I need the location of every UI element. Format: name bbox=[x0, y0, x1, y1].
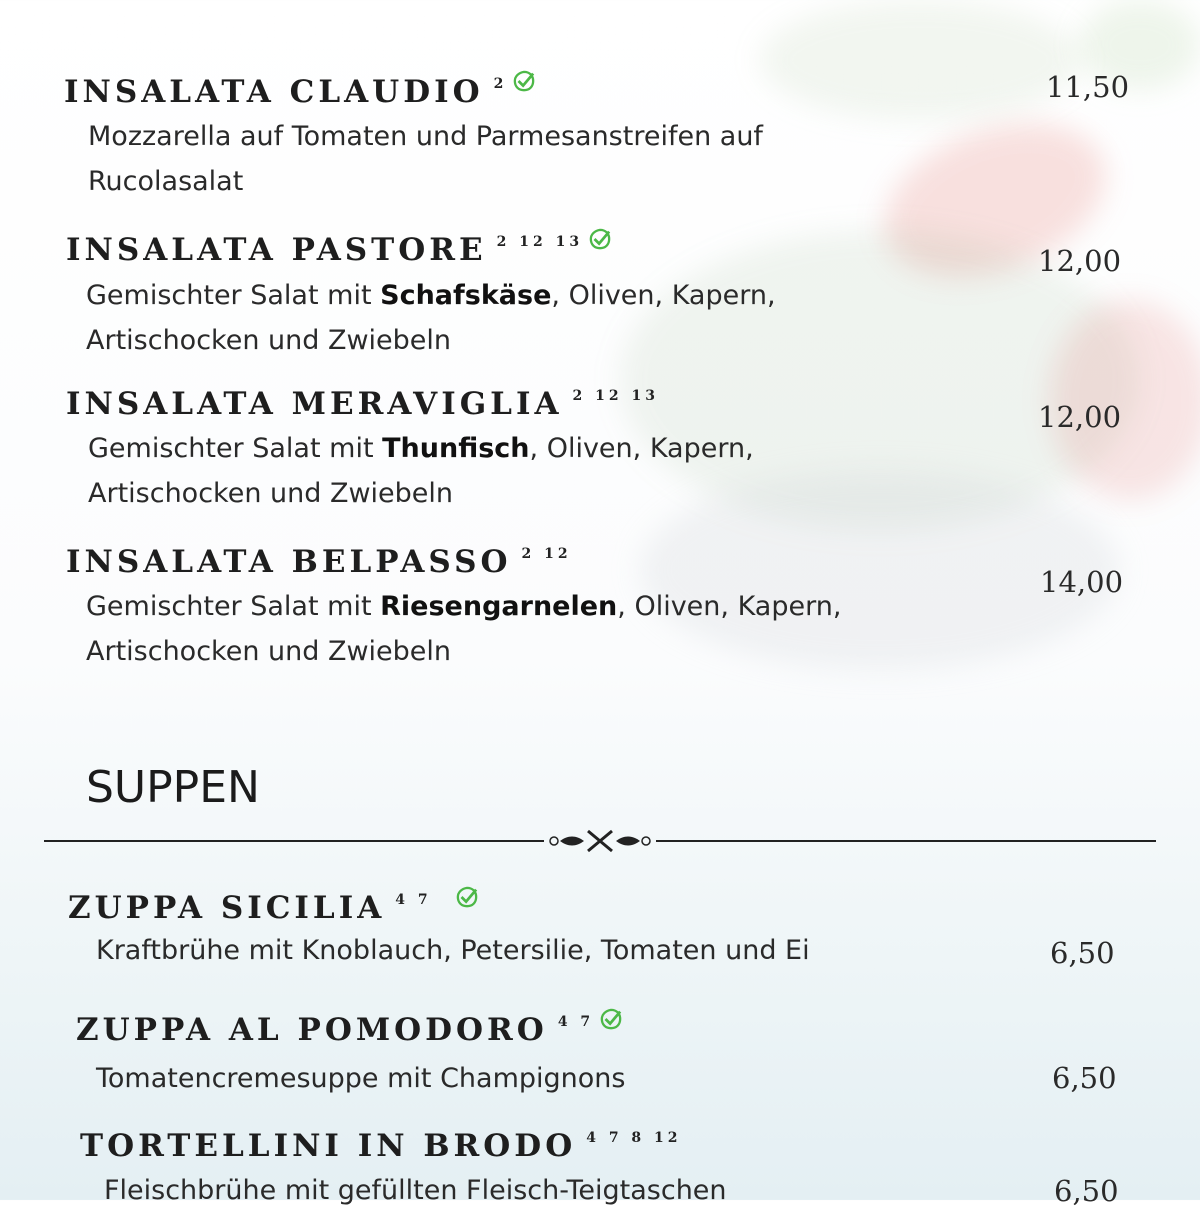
dish-price: 12,00 bbox=[1038, 244, 1122, 278]
vegetarian-check-leaf-icon bbox=[513, 70, 535, 92]
section-title-suppen: SUPPEN bbox=[86, 762, 260, 813]
ornamental-divider bbox=[44, 826, 1156, 856]
dish-price: 12,00 bbox=[1038, 400, 1122, 434]
vegetarian-check-leaf-icon bbox=[600, 1008, 622, 1030]
dish-price: 6,50 bbox=[1054, 1174, 1119, 1208]
allergen-codes: 4 7 8 12 bbox=[586, 1130, 682, 1146]
allergen-codes: 2 12 13 bbox=[572, 388, 659, 404]
dish-name: INSALATA PASTORE bbox=[66, 232, 487, 268]
allergen-codes: 4 7 bbox=[395, 892, 432, 908]
dish-description: Fleischbrühe mit gefüllten Fleisch-Teigtaschen bbox=[104, 1175, 727, 1206]
allergen-codes: 2 12 bbox=[521, 546, 572, 562]
allergen-codes: 2 12 13 bbox=[496, 234, 584, 250]
dish-description: Gemischter Salat mit Thunfisch, Oliven, Kapern, Artischocken und Zwiebeln bbox=[88, 433, 754, 509]
dish-name: TORTELLINI IN BRODO bbox=[80, 1128, 577, 1164]
dish-description: Gemischter Salat mit Riesengarnelen, Oliven, Kapern, Artischocken und Zwiebeln bbox=[86, 591, 842, 667]
dish-name: INSALATA MERAVIGLIA bbox=[66, 386, 563, 422]
dish-price: 11,50 bbox=[1046, 70, 1130, 104]
allergen-codes: 2 bbox=[493, 76, 508, 92]
dish-description: Tomatencremesuppe mit Champignons bbox=[96, 1063, 626, 1094]
dish-price: 14,00 bbox=[1040, 565, 1124, 599]
dish-description: Mozzarella auf Tomaten und Parmesanstreifen auf Rucolasalat bbox=[88, 121, 763, 197]
dish-description: Gemischter Salat mit Schafskäse, Oliven, Kapern, Artischocken und Zwiebeln bbox=[86, 280, 776, 356]
vegetarian-check-leaf-icon bbox=[456, 886, 478, 908]
dish-description: Kraftbrühe mit Knoblauch, Petersilie, Tomaten und Ei bbox=[96, 935, 810, 966]
dish-name: INSALATA CLAUDIO bbox=[64, 74, 484, 110]
vegetarian-check-leaf-icon bbox=[589, 228, 611, 250]
dish-price: 6,50 bbox=[1052, 1061, 1117, 1095]
dish-name: ZUPPA AL POMODORO bbox=[76, 1012, 548, 1048]
dish-price: 6,50 bbox=[1050, 936, 1115, 970]
dish-name: ZUPPA SICILIA bbox=[68, 890, 386, 926]
allergen-codes: 4 7 bbox=[557, 1014, 595, 1030]
dish-name: INSALATA BELPASSO bbox=[66, 544, 512, 580]
